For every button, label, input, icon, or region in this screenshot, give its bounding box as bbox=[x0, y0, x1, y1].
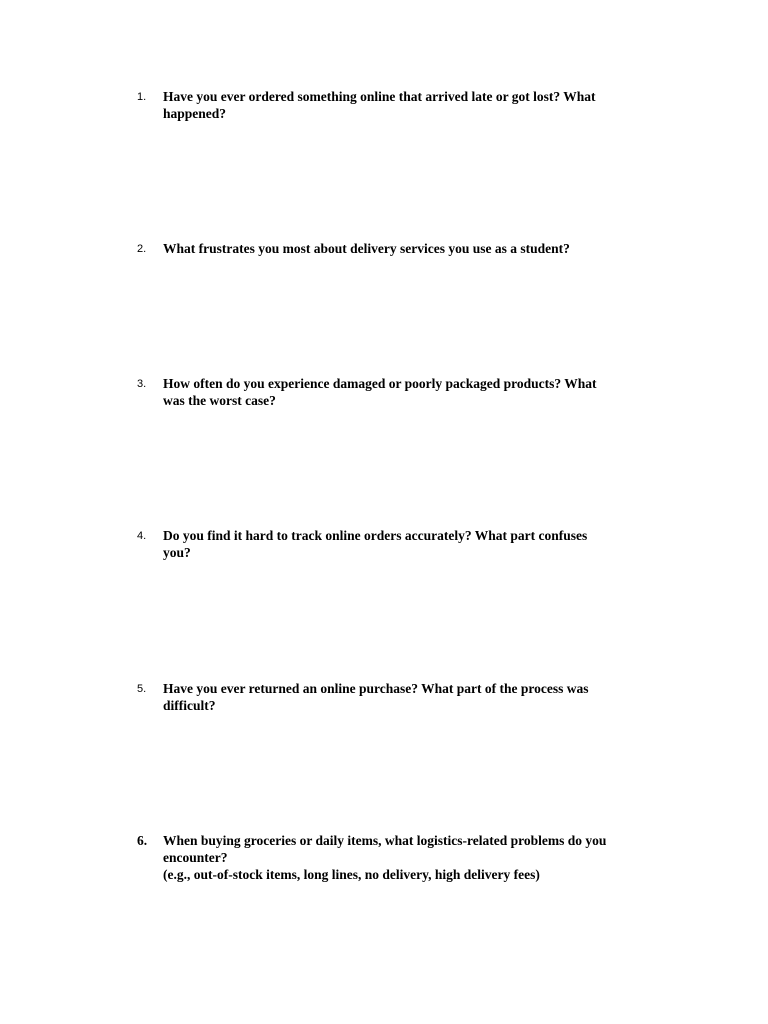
question-text: How often do you experience damaged or poorly packaged products? What was the worst case? bbox=[163, 376, 597, 408]
question-text: When buying groceries or daily items, what logistics-related problems do you encounter? bbox=[163, 833, 607, 865]
question-1 bbox=[137, 88, 697, 122]
question-number: 1. bbox=[137, 91, 147, 103]
question-number: 6. bbox=[137, 833, 148, 848]
question-number: 2. bbox=[137, 243, 147, 255]
question-text: What frustrates you most about delivery services you use as a student? bbox=[163, 241, 570, 256]
question-4 bbox=[137, 527, 697, 561]
question-number: 3. bbox=[137, 378, 147, 390]
question-number: 5. bbox=[137, 683, 147, 695]
question-example-note: (e.g., out-of-stock items, long lines, no delivery, high delivery fees) bbox=[163, 867, 540, 882]
question-text: Have you ever returned an online purchase? What part of the process was difficult? bbox=[163, 681, 589, 713]
question-3 bbox=[137, 375, 697, 409]
question-number: 4. bbox=[137, 530, 147, 542]
question-text: Have you ever ordered something online that arrived late or got lost? What happened? bbox=[163, 89, 596, 121]
question-text: Do you find it hard to track online orders accurately? What part confuses you? bbox=[163, 528, 588, 560]
question-2 bbox=[137, 240, 697, 257]
question-5 bbox=[137, 680, 697, 714]
question-6 bbox=[137, 832, 697, 883]
